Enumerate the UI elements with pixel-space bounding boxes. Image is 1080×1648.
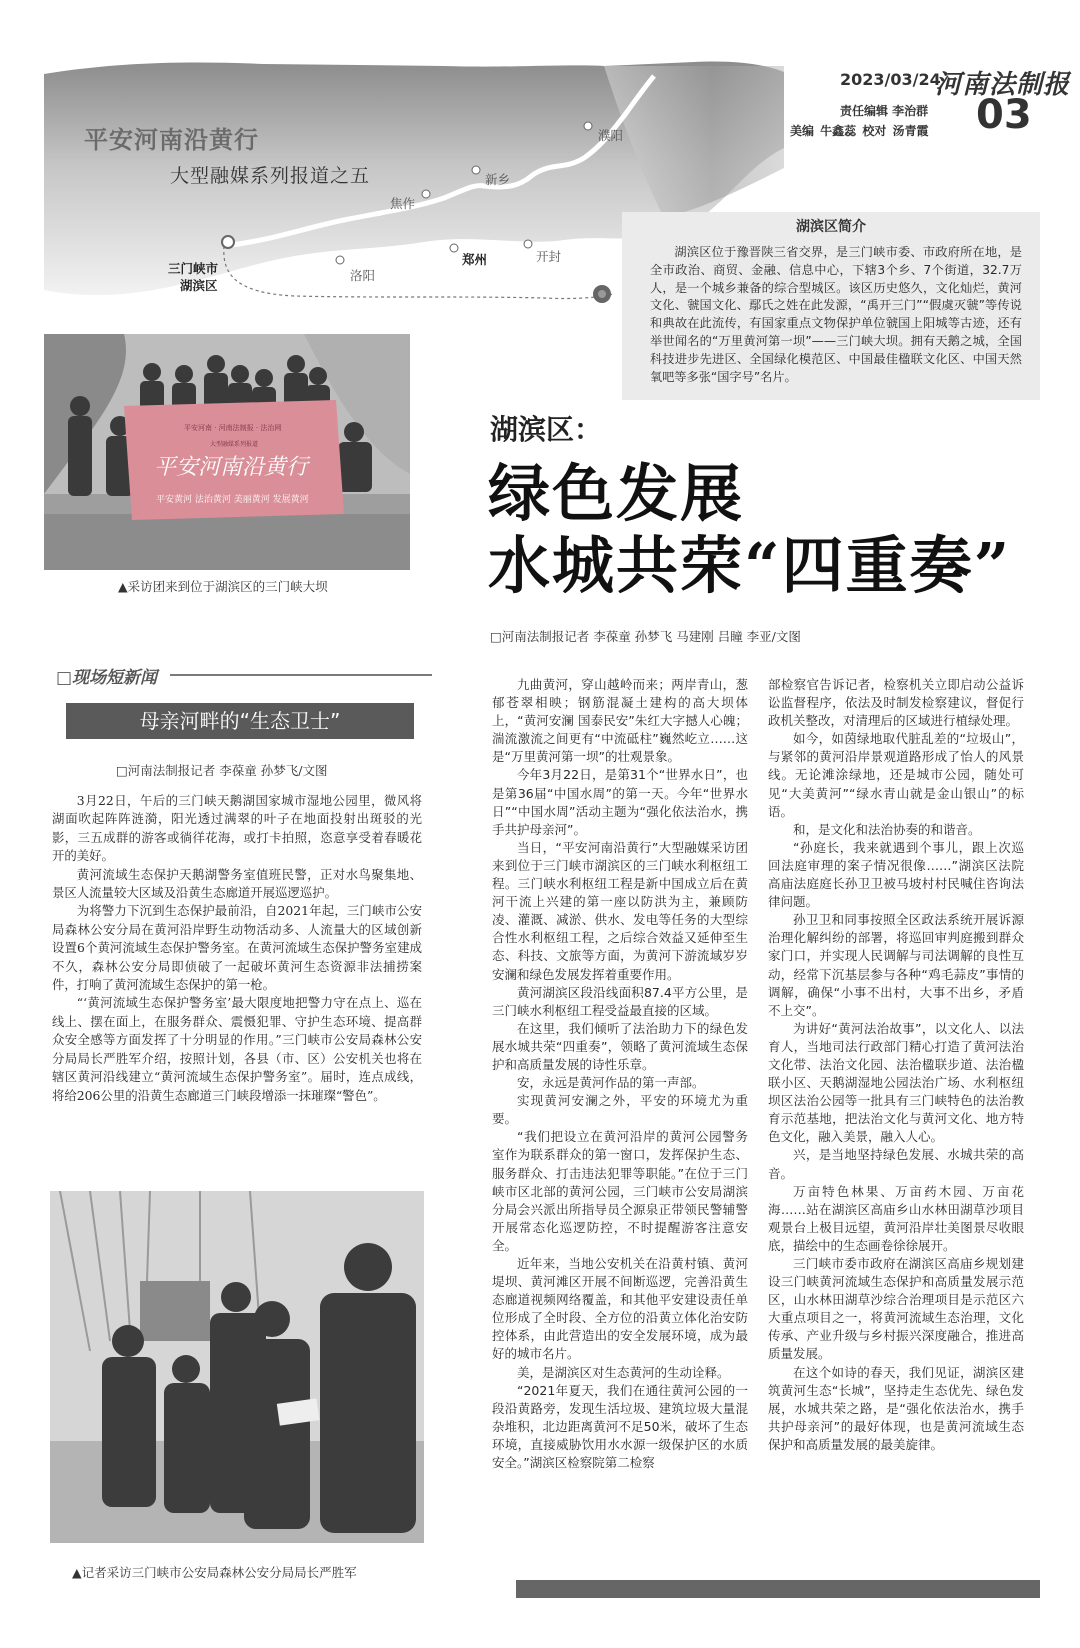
- article-paragraph: 和，是文化和法治协奏的和谐音。: [793, 821, 981, 837]
- headline-line-2: 水城共荣“四重奏”: [488, 529, 1012, 602]
- section-label: □现场短新闻: [56, 668, 158, 688]
- issue-date: 2023/03/24: [840, 70, 941, 89]
- city-marker-jiaozuo: [422, 190, 430, 198]
- sidebar-body: [52, 792, 422, 1105]
- series-title: 平安河南沿黄行: [84, 126, 259, 154]
- page-number: 03: [976, 92, 1032, 138]
- article-paragraph: 孙卫卫和同事按照全区政法系统开展诉源治理化解纠纷的部署，将巡回审判庭搬到群众家门口，并实现人民调解与司法调解的良性互动，经常下沉基层参与各种“鸡毛蒜皮”事情的调解，确保“小事不出村，大事不出乡，矛盾不上交”。: [768, 912, 1024, 1018]
- city-marker-luoyang: [336, 256, 344, 264]
- intro-title: 湖滨区简介: [796, 219, 866, 235]
- city-marker-kaifeng: [524, 240, 532, 248]
- bottom-decorative-bar: [516, 1580, 1040, 1598]
- city-label-hubin: 湖滨区: [180, 278, 218, 293]
- sidebar-title: 母亲河畔的“生态卫士”: [139, 709, 341, 733]
- article-paragraph: 如今，如茵绿地取代脏乱差的“垃圾山”，与紧邻的黄河沿岸景观道路形成了怡人的风景线。无论滩涂绿地，还是城市公园，随处可见“大美黄河”“绿水青山就是金山银山”的标语。: [768, 731, 1024, 819]
- article-paragraph: “我们把设立在黄河沿岸的黄河公园警务室作为联系群众的第一窗口，发挥保护生态、服务群众、打击违法犯罪等职能。”在位于三门峡市区北部的黄河公园，三门峡市公安局湖滨分局会兴派出所指导员仝源泉正带领民警辅警开展常态化巡逻防控，不时提醒游客注意安全。: [492, 1129, 748, 1253]
- city-label-puyang: 濮阳: [598, 128, 624, 143]
- city-label-sanmenxia: 三门峡市: [168, 261, 219, 276]
- newspaper-logo: 河南法制报: [935, 70, 1071, 100]
- photo1-caption: ▲采访团来到位于湖滨区的三门峡大坝: [118, 579, 328, 594]
- city-marker-puyang: [584, 122, 592, 130]
- city-label-kaifeng: 开封: [536, 249, 562, 264]
- article-byline: □河南法制报记者 李葆童 孙梦飞 马建刚 吕瞳 李亚/文图: [490, 629, 801, 644]
- sidebar-paragraph: “‘黄河流域生态保护警务室’最大限度地把警力守在点上、巡在线上、摆在面上，在服务群众、震慑犯罪、守护生态环境、提高群众安全感等方面发挥了十分明显的作用。”三门峡市公安局森林公安分局局长严胜军介绍，按照计划，各县（市、区）公安机关也将在辖区黄河沿线建立“黄河流域生态保护警务室”。届时，连点成线，将给206公里的沿黄生态廊道三门峡段增添一抹璀璨“警色”。: [52, 995, 422, 1103]
- sidebar-paragraph: 黄河流域生态保护天鹅湖警务室值班民警，正对水鸟聚集地、景区人流量较大区域及沿黄生态廊道开展巡逻巡护。: [52, 866, 422, 901]
- article-paragraph: 兴，是当地坚持绿色发展、水城共荣的高音。: [768, 1147, 1024, 1181]
- article-paragraph: 在这个如诗的春天，我们见证，湖滨区建筑黄河生态“长城”，坚持走生态优先、绿色发展，水城共荣之路，是“强化依法治水，携手共护母亲河”的最好体现，也是黄河流域生态保护和高质量发展的最美旋律。: [768, 1364, 1024, 1452]
- group-photo-dam: [44, 334, 410, 570]
- article-paragraph: 实现黄河安澜之外，平安的环境尤为重要。: [492, 1093, 748, 1127]
- headline-kicker: 湖滨区：: [490, 413, 603, 446]
- photo2-caption: ▲记者采访三门峡市公安局森林公安分局局长严胜军: [72, 1565, 357, 1580]
- photo1-banner-slogan: 平安黄河 法治黄河 美丽黄河 发展黄河: [156, 495, 309, 505]
- article-paragraph: 近年来，当地公安机关在沿黄村镇、黄河堤坝、黄河滩区开展不间断巡逻，完善沿黄生态廊道视频网络覆盖，和其他平安建设责任单位形成了全时段、全方位的沿黄立体化治安防控体系，由此营造出的安全发展环境，成为最好的城市名片。: [492, 1256, 748, 1362]
- article-paragraph: 在这里，我们倾听了法治助力下的绿色发展水城共荣“四重奏”，领略了黄河流域生态保护和高质量发展的诗性乐章。: [492, 1020, 748, 1072]
- city-marker-sanmenxia: [222, 236, 234, 248]
- city-marker-xinxiang: [472, 166, 480, 174]
- article-paragraph: “2021年夏天，我们在通往黄河公园的一段沿黄路旁，发现生活垃圾、建筑垃圾大量混杂堆积，北边距离黄河不足50米，破坏了生态环境，直接威胁饮用水水源一级保护区的水质安全。”湖滨区检察院第二检察: [492, 1382, 748, 1471]
- interview-photo: [50, 1191, 424, 1543]
- city-marker-zhengzhou: [450, 244, 458, 252]
- art-editor-proofreader: 美编 牛鑫蕊 校对 汤青霞: [790, 124, 929, 138]
- article-paragraph: 今年3月22日，是第31个“世界水日”，也是第36届“中国水周”的第一天。今年“世界水日”“中国水周”活动主题为“强化依法治水，携手共护母亲河”。: [492, 767, 748, 837]
- sidebar-byline: □河南法制报记者 李葆童 孙梦飞/文图: [116, 763, 328, 778]
- headline-main: [488, 458, 1011, 602]
- article-paragraph: 万亩特色林果、万亩药木园、万亩花海……站在湖滨区高庙乡山水林田湖草沙项目观景台上极目远望，黄河沿岸壮美图景尽收眼底，描绘中的生态画卷徐徐展开。: [768, 1183, 1024, 1253]
- photo1-banner-main: 平安河南沿黄行: [154, 455, 309, 480]
- intro-text: 湖滨区位于豫晋陕三省交界，是三门峡市委、市政府所在地，是全市政治、商贸、金融、信息中心，下辖3个乡、7个街道，32.7万人，是一个城乡兼备的综合型城区。该区历史悠久，文化灿烂，黄河文化、虢国文化、鄢氏之姓在此发源，“禹开三门”“假虞灭虢”等传说和典故在此流传，有国家重点文物保护单位虢国上阳城等古迹，还有举世闻名的“万里黄河第一坝”——三门峡大坝。拥有天鹅之城，全国科技进步先进区、全国绿化模范区、中国最佳楹联文化区、中国天然氧吧等多张“国字号”名片。: [650, 245, 1022, 384]
- article-paragraph: 黄河湖滨区段沿线面积87.4平方公里，是三门峡水利枢纽工程受益最直接的区域。: [492, 984, 748, 1018]
- photo1-banner-logos: 平安河南 · 河南法制报 · 法治网: [184, 424, 282, 432]
- city-label-luoyang: 洛阳: [350, 268, 376, 283]
- headline-line-1: 绿色发展: [488, 457, 745, 530]
- city-label-jiaozuo: 焦作: [390, 196, 416, 211]
- section-rule: [170, 674, 432, 676]
- article-paragraph: 安，永远是黄河作品的第一声部。: [517, 1075, 705, 1091]
- sidebar-paragraph: 3月22日，午后的三门峡天鹅湖国家城市湿地公园里，微风将湖面吹起阵阵涟漪，阳光透过满翠的叶子在地面投射出斑驳的光影，三五成群的游客或徜徉花海，或打卡拍照，恣意享受着春暖花开的美好。: [52, 793, 422, 864]
- article-paragraph: 当日，“平安河南沿黄行”大型融媒采访团来到位于三门峡市湖滨区的三门峡水利枢纽工程。三门峡水利枢纽工程是新中国成立后在黄河干流上兴建的第一座以防洪为主，兼顾防凌、灌溉、减淤、供水、发电等任务的大型综合性水利枢纽工程，之后综合效益又延伸至生态、科技、文旅等方面，为黄河下游流域岁岁安澜和绿色发展发挥着重要作用。: [492, 839, 748, 982]
- series-subtitle: 大型融媒系列报道之五: [170, 165, 371, 187]
- photo1-banner-small: 大型融媒系列报道: [210, 441, 259, 448]
- article-paragraph: 部检察官告诉记者，检察机关立即启动公益诉讼监督程序，依法及时制发检察建议，督促行政机关整改，对清理后的区域进行植绿处理。: [768, 677, 1024, 729]
- hubin-large-dot-icon: [593, 285, 611, 303]
- article-paragraph: 美，是湖滨区对生态黄河的生动诠释。: [517, 1364, 730, 1380]
- responsible-editor: 责任编辑 李治群: [840, 104, 929, 118]
- article-paragraph: 三门峡市委市政府在湖滨区高庙乡规划建设三门峡黄河流域生态保护和高质量发展示范区，山水林田湖草沙综合治理项目是示范区六大重点项目之一，将黄河流域生态治理，文化传承、产业升级与乡村振兴深度融合，推进高质量发展。: [768, 1256, 1024, 1362]
- city-label-zhengzhou: 郑州: [462, 252, 488, 267]
- article-paragraph: 九曲黄河，穿山越岭而来；两岸青山，葱郁苍翠相映；钢筋混凝土建构的高大坝体上，“黄河安澜 国泰民安”朱红大字撼人心魄；湍流激流之间更有“中流砥柱”巍然屹立……这是“万里黄河第一坝”的壮观景象。: [492, 677, 748, 765]
- article-column-1: [492, 676, 748, 1472]
- article-paragraph: 为讲好“黄河法治故事”，以文化人、以法育人，当地司法行政部门精心打造了黄河法治文化带、法治文化园、法治楹联步道、法治楹联小区、天鹅湖湿地公园法治广场、水利枢纽坝区法治公园等一批具有三门峡特色的法治教育示范基地，把法治文化与黄河文化、地方特色文化，融入美景，融入人心。: [768, 1020, 1024, 1145]
- article-column-2: [768, 676, 1024, 1454]
- sidebar-paragraph: 为将警力下沉到生态保护最前沿，自2021年起，三门峡市公安局森林公安分局在黄河沿岸野生动物活动多、人流量大的区域创新设置6个黄河流域生态保护警务室。在黄河流域生态保护警务室建成不久，森林公安分局即侦破了一起破坏黄河生态资源非法捕捞案件，打响了黄河流域生态保护的第一枪。: [52, 903, 422, 993]
- article-paragraph: “孙庭长，我来就遇到个事儿，跟上次巡回法庭审理的案子情况很像……”湖滨区法院高庙法庭庭长孙卫卫被马坡村村民喊住咨询法律问题。: [768, 839, 1024, 910]
- city-label-xinxiang: 新乡: [485, 172, 511, 187]
